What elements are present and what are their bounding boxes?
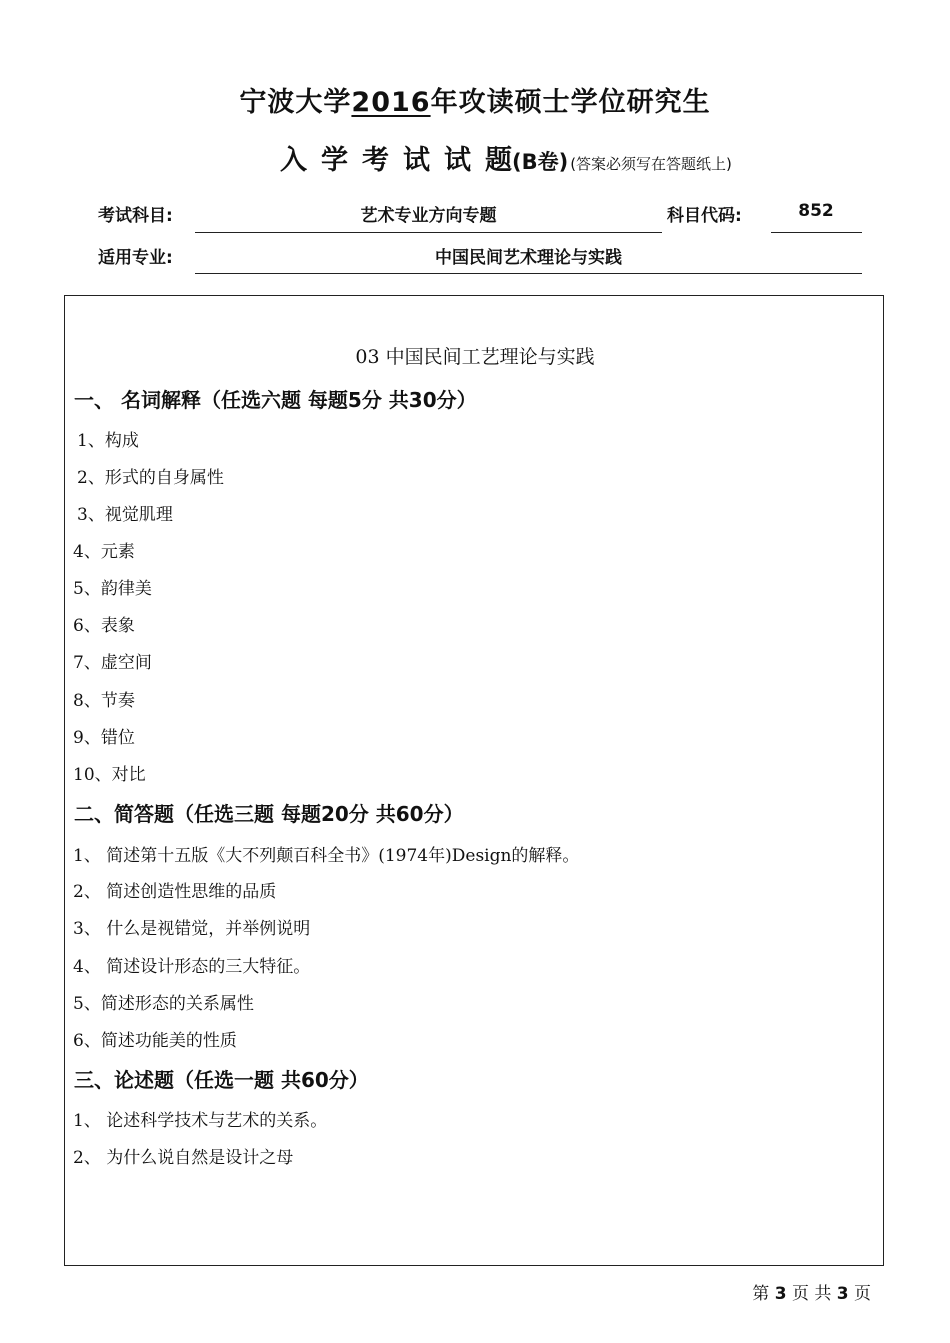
paper-version: (B卷) <box>512 150 569 174</box>
subject-label: 考试科目: <box>98 206 173 226</box>
code-underline <box>771 232 862 233</box>
page-number <box>752 1279 871 1304</box>
exam-subtitle <box>280 138 732 177</box>
part1-heading: 一、 名词解释（任选六题 每题5分 共30分） <box>74 388 477 412</box>
part2-item: 2、 简述创造性思维的品质 <box>73 882 277 902</box>
subtitle-spaced: 入学考试试 <box>280 145 485 176</box>
part2-item: 3、 什么是视错觉，并举例说明 <box>73 919 311 939</box>
part3-item: 2、 为什么说自然是设计之母 <box>73 1148 294 1168</box>
current-page: 3 <box>774 1284 787 1304</box>
subject-underline <box>195 232 662 233</box>
part2-item: 4、 简述设计形态的三大特征。 <box>73 957 311 977</box>
part3-heading: 三、论述题（任选一题 共60分） <box>74 1068 369 1092</box>
part1-item: 7、虚空间 <box>73 653 152 673</box>
code-value: 852 <box>798 201 834 221</box>
title-year: 2016 <box>351 87 431 118</box>
major-value: 中国民间艺术理论与实践 <box>435 248 622 268</box>
page-suffix: 页 <box>854 1284 871 1304</box>
code-label: 科目代码: <box>667 206 742 226</box>
major-underline <box>195 273 862 274</box>
part2-item: 5、简述形态的关系属性 <box>73 994 254 1014</box>
total-pages: 3 <box>836 1284 849 1304</box>
major-label: 适用专业: <box>98 248 173 268</box>
answer-note: (答案必须写在答题纸上) <box>570 155 732 173</box>
part1-item: 8、节奏 <box>73 691 135 711</box>
subject-value: 艺术专业方向专题 <box>360 206 497 226</box>
part2-item: 6、简述功能美的性质 <box>73 1031 237 1051</box>
part3-item: 1、 论述科学技术与艺术的关系。 <box>73 1111 328 1131</box>
part1-item: 1、构成 <box>77 431 139 451</box>
part1-item: 9、错位 <box>73 728 135 748</box>
title-suffix: 年攻读硕士学位研究生 <box>430 87 711 118</box>
part1-item: 10、对比 <box>73 765 146 785</box>
page-prefix: 第 <box>752 1284 770 1304</box>
page-mid: 页 共 <box>791 1284 832 1304</box>
section-title: 03 中国民间工艺理论与实践 <box>355 346 595 368</box>
part1-item: 3、视觉肌理 <box>77 505 173 525</box>
part1-item: 2、形式的自身属性 <box>77 468 224 488</box>
part1-item: 4、元素 <box>73 542 135 562</box>
part2-item: 1、 简述第十五版《大不列颠百科全书》(1974年)Design的解释。 <box>73 846 580 866</box>
exam-title <box>0 80 950 119</box>
title-prefix: 宁波大学 <box>239 87 352 118</box>
part2-heading: 二、简答题（任选三题 每题20分 共60分） <box>74 802 464 826</box>
part1-item: 6、表象 <box>73 616 135 636</box>
part1-item: 5、韵律美 <box>73 579 152 599</box>
subtitle-end: 题 <box>485 145 512 176</box>
